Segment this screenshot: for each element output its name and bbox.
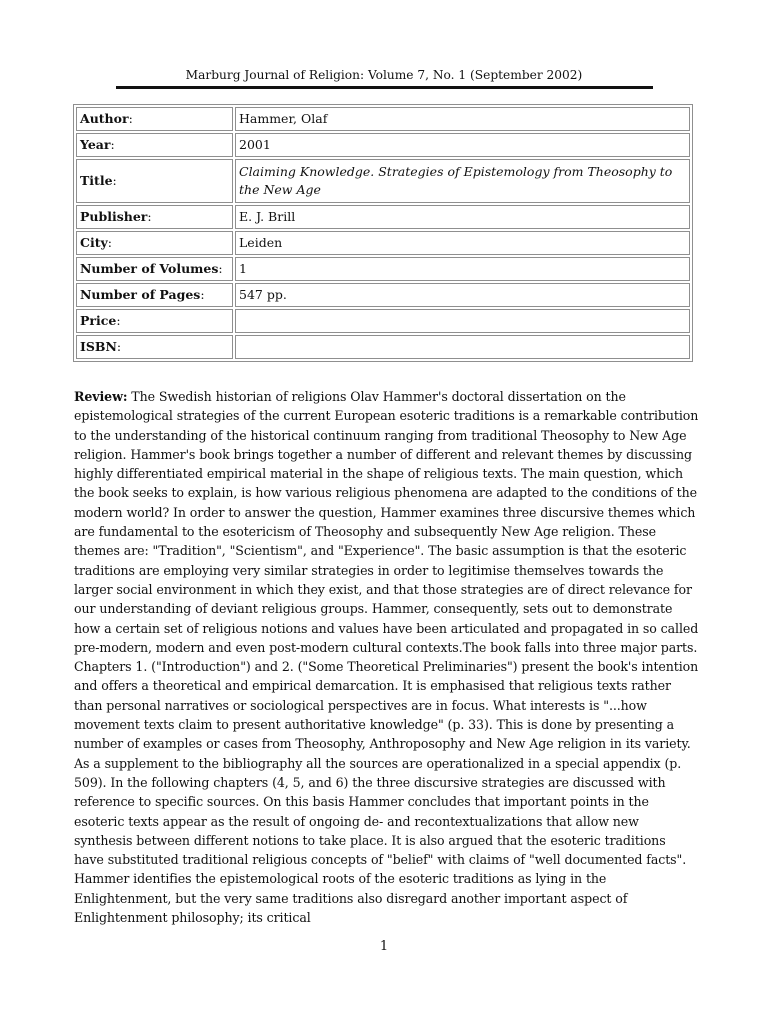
pages-label-cell: Number of Pages:: [76, 283, 233, 307]
table-row-author: [76, 107, 690, 131]
table-row-publisher: [76, 205, 690, 229]
isbn-label: ISBN: [80, 339, 117, 354]
year-label: Year: [80, 137, 111, 152]
table-row-year: [76, 133, 690, 157]
review-paragraph: [74, 387, 699, 927]
title-label-cell: Title:: [76, 159, 233, 203]
publisher-label: Publisher: [80, 209, 148, 224]
title-value: Claiming Knowledge. Strategies of Epistemology from Theosophy to the New Age: [239, 164, 673, 197]
table-row-title: [76, 159, 690, 203]
price-label-cell: Price:: [76, 309, 233, 333]
table-row-city: [76, 231, 690, 255]
review-label: Review:: [74, 389, 128, 404]
header-rule: [116, 86, 653, 89]
price-value: [235, 309, 690, 333]
volumes-label-cell: Number of Volumes:: [76, 257, 233, 281]
pages-label: Number of Pages: [80, 287, 201, 302]
price-label: Price: [80, 313, 117, 328]
author-label-cell: Author:: [76, 107, 233, 131]
page-number: 1: [379, 939, 389, 954]
book-info-table: [73, 104, 693, 362]
journal-header: Marburg Journal of Religion: Volume 7, No. 1 (September 2002): [185, 68, 583, 82]
table-row-pages: [76, 283, 690, 307]
pages-value: 547 pp.: [235, 283, 690, 307]
year-label-cell: Year:: [76, 133, 233, 157]
isbn-label-cell: ISBN:: [76, 335, 233, 359]
title-value-cell: [235, 159, 690, 203]
table-row-volumes: [76, 257, 690, 281]
publisher-value: E. J. Brill: [235, 205, 690, 229]
author-label: Author: [80, 111, 129, 126]
year-value: 2001: [235, 133, 690, 157]
author-value: Hammer, Olaf: [235, 107, 690, 131]
city-value: Leiden: [235, 231, 690, 255]
city-label: City: [80, 235, 108, 250]
title-label: Title: [80, 173, 113, 188]
publisher-label-cell: Publisher:: [76, 205, 233, 229]
volumes-value: 1: [235, 257, 690, 281]
city-label-cell: City:: [76, 231, 233, 255]
table-row-isbn: [76, 335, 690, 359]
review-text: The Swedish historian of religions Olav Hammer's doctoral dissertation on the epistemological strategies of the current European esoteric traditions is a remarkable contribution to the understanding of the historical continuum ranging from traditional Theosophy to New Age religion. Hammer's book brings together a number of different and relevant themes by discussing highly differentiated empirical material in the shape of religious texts. The main question, which the book seeks to explain, is how various religious phenomena are adapted to the conditions of the modern world? In order to answer the question, Hammer examines three discursive themes which are fundamental to the esotericism of Theosophy and subsequently New Age religion. These themes are: "Tradition", "Scientism", and "Experience". The basic assumption is that the esoteric traditions are employing very similar strategies in order to legitimise themselves towards the larger social environment in which they exist, and that those strategies are of direct relevance for our understanding of deviant religious groups. Hammer, consequently, sets out to demonstrate how a certain set of religious notions and values have been articulated and propagated in so called pre-modern, modern and even post-modern cultural contexts.The book falls into three major parts. Chapters 1. ("Introduction") and 2. ("Some Theoretical Preliminaries") present the book's intention and offers a theoretical and empirical demarcation. It is emphasised that religious texts rather than personal narratives or sociological perspectives are in focus. What interests is "...how movement texts claim to present authoritative knowledge" (p. 33). This is done by presenting a number of examples or cases from Theosophy, Anthroposophy and New Age religion in its variety. As a supplement to the bibliography all the sources are operationalized in a special appendix (p. 509). In the following chapters (4, 5, and 6) the three discursive strategies are discussed with reference to specific sources. On this basis Hammer concludes that important points in the esoteric texts appear as the result of ongoing de- and recontextualizations that allow new synthesis between different notions to take place. It is also argued that the esoteric traditions have substituted traditional religious concepts of "belief" with claims of "well documented facts". Hammer identifies the epistemological roots of the esoteric traditions as lying in the Enlightenment, but the very same traditions also disregard another important aspect of Enlightenment philosophy; its critical: [74, 389, 699, 926]
volumes-label: Number of Volumes: [80, 261, 219, 276]
isbn-value: [235, 335, 690, 359]
table-row-price: [76, 309, 690, 333]
